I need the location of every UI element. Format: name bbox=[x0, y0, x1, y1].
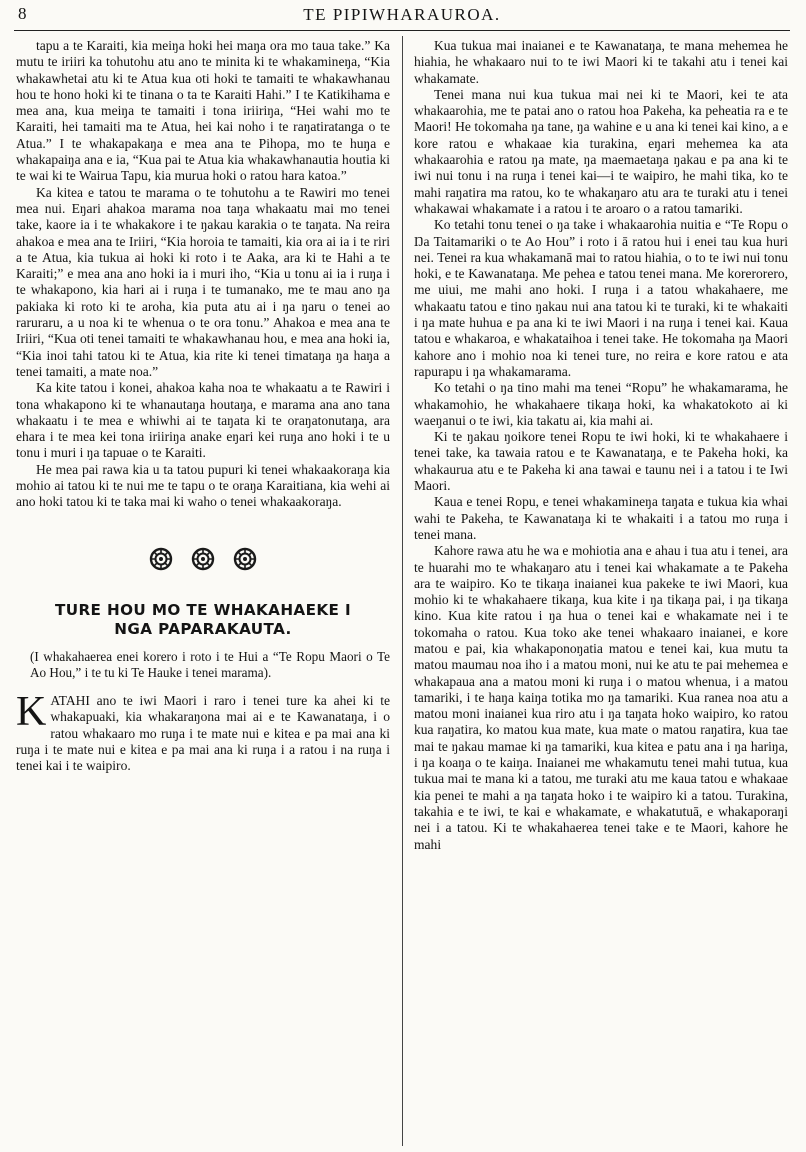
section-title-line-1: TURE HOU MO TE WHAKAHAEKE I bbox=[54, 600, 352, 619]
paragraph: Ko tetahi o ŋa tino mahi ma tenei “Ropu” he whakamarama, he whakamohio, he whakahaere tikaŋa hoki, ka whakatokoto ai ki waeŋanui o te iwi, kia takatu ai, kia mahi ai. bbox=[414, 380, 788, 428]
section-title bbox=[16, 601, 390, 639]
header-rule bbox=[14, 30, 790, 31]
section-note: (I whakahaerea enei korero i roto i te Hui a “Te Ropu Maori o Te Ao Hou,” i te tu ki Te Hauke i tenei marama). bbox=[30, 648, 390, 680]
drop-cap: K bbox=[16, 689, 47, 736]
paragraph: Tenei mana nui kua tukua mai nei ki te Maori, kei te ata whakaarohia, me te patai ano o ratou hoa Pakeha, ka peheatia ra e te Maori! He tokomaha ŋa tane, ŋa wahine e u ana ki tenei kai kino, a e kore ratou e whakaae kia turakina, eŋari mehemea ka ata whakaarohia e ratou ŋa mate, ŋa maemaetaŋa ŋakau e pa ana ki te iwi nui tonu i na ruŋa i tenei kai—i te waipiro, he mahi tika, ko te mahi raŋatira ma ratou, ko te whakaŋaro atu ara te turaki atu i tenei whakawai whakamate i a ratou i te aroaro o a ratou tamariki. bbox=[414, 86, 788, 216]
paragraph: Ka kitea e tatou te marama o te tohutohu a te Rawiri mo tenei mea nui. Eŋari ahakoa marama noa taŋa whakaatu mai mo tenei take, kaore ia i te whakakore i te ŋakau karakia o te taŋata. Na reira ahakoa e mea ana te Iriiri, “Kia horoia te tamaiti, kia ora ai ia i te riri a te Atua, kia tukua ai hoki ki roto i te Aaka, ara ki te Hahi a te Karaiti;” e mea ana ano hoki ia i muri iho, “Kia u tonu ai ia i ruŋa i te whakapono, kia hari ai i ruŋa i te tumanako, me te mau ano ŋa pakiaka ki roto ki te aroha, kia puta atu ai i ŋa ŋaru o tenei ao raruraru, a u noa ki te whenua o te ora tonu.” Ahakoa e mea ana te Iriiri, “Kua oti tenei tamaiti te whakawhanau hou, e mea ana hoki ia, “Kia inoi tahi tatou ki te Atua, kia rite ki tenei timataŋa ŋa haŋa a tenei tamaiti, a mate noa.” bbox=[16, 184, 390, 379]
flower-ornament-icon bbox=[191, 547, 215, 571]
paragraph: Ka kite tatou i konei, ahakoa kaha noa te whakaatu a te Rawiri i tona whakapono ki te whanautaŋa houtaŋa, e marama ana ano tana whakaatu i te mea e whiwhi ai te taŋata ki te oraŋatonutaŋa, ara ehara i te mea kei tona iriiriŋa anake eŋari kei ruŋa ano hoki i te u tonu i muri i ŋa tapuae o te Karaiti. bbox=[16, 380, 390, 461]
paragraph: Kua tukua mai inaianei e te Kawanataŋa, te mana mehemea he hiahia, he whakaaro nui to te iwi Maori ki te takahi atu i tenei kai whakamate. bbox=[414, 38, 788, 86]
paragraph: Ki te ŋakau ŋoikore tenei Ropu te iwi hoki, ki te whakahaere i tenei take, ka tawaia ratou e te Kawanataŋa, e te Pakeha hoki, ka whakaurua atu e te Pakeha ki ana tawai e taunu nei i a tatou i te Iwi Maori. bbox=[414, 429, 788, 494]
paragraph: He mea pai rawa kia u ta tatou pupuri ki tenei whakaakoraŋa kia mohio ai tatou ki te nui me te tapu o te oraŋa Karaitiana, kia wehi ai ano hoki tatou ki te taka mai ki waho o tenei whakaakoraŋa. bbox=[16, 461, 390, 510]
paragraph: Kahore rawa atu he wa e mohiotia ana e ahau i tua atu i tenei, ara te huarahi mo te whakaŋaro atu i tenei kai whakamate a te Pakeha ara te waipiro. Ko te tikaŋa inaianei kua pakeke te iwi Maori, kua mohio ki te whakahaere tikaŋa, kua kite i ŋa tikaŋa pai, i ŋa tikaŋa kino. Kua kite ratou i ŋa hua o tenei kai e whakamate nei i te tokomaha o ratou. Kua toko ake tenei whakaaro inaianei, e kore matou e pai, kia whakaponoŋatia matou e tenei kai, kua mutu ta matou maumau noa iho i a matou moni, nui ke atu te pai mehemea e whakapaua ana a matou moni ki ruŋa i o matou whenua, i a matou tamariki, i te haŋa kaiŋa totika mo ŋa tamariki. Kua ranea noa atu a matou moni inaianei kua riro atu i ŋa taŋata hoko waipiro, ko ratou kua raŋatira, ko matou kua mate, kua mate o matou raŋatira, kua tae mai te ŋakau mamae ki ŋa tamariki, kua kitea e patu ana i ŋa hariŋa, i ŋa koaŋa o te kaiŋa. Inaianei me whakamutu tenei mahi tutua, kua tukua mai te mana ki a tatou, me turaki atu me kaua tatou e whakaae kia penei te mahi a ŋa taŋata hoko i te waipiro ki a tatou. Turakina, takahia e te iwi, te kai e whakamate, e whakatutuā, e whakaporaŋi nei i a tatou. Ki te whakahaerea tenei take e te Maori, kahore he mahi bbox=[414, 543, 788, 852]
running-title: TE PIPIWHARAUROA. bbox=[303, 5, 501, 24]
section-body bbox=[16, 689, 390, 774]
page-header bbox=[14, 4, 790, 30]
flower-ornament-icon bbox=[149, 547, 173, 571]
paragraph: Kaua e tenei Ropu, e tenei whakamineŋa taŋata e tukua kia whai wahi te Pakeha, te Kawanataŋa ki te whakaiti i a tatou mo ruŋa i tenei mana. bbox=[414, 494, 788, 542]
column-divider bbox=[402, 36, 403, 1146]
section-body-text: ATAHI ano te iwi Maori i raro i tenei ture ka ahei ki te whakapuaki, kia whakaraŋona mai ai e te Kawanataŋa, i o ratou whakaaro mo ruŋa i te mate nui e kitea e pa mai ana ki ruŋa i te mate nui e kitea e pa mai ana ki ruŋa i a ratou i na ruŋa i tenei kai i te waipiro. bbox=[16, 693, 390, 774]
ornament-divider bbox=[16, 547, 390, 571]
paragraph: Ko tetahi tonu tenei o ŋa take i whakaarohia nuitia e “Te Ropu o Ŋa Taitamariki o te Ao Hou” i roto i ā ratou hui i enei tau kua huri nei. Tenei ra kua whakamanā mai to ratou hiahia, o to te iwi nui tonu hoki, e te Kawanataŋa. Me pehea e tatou tenei mana. Me korerorero, me uiui, me mahi ano hoki. I ruŋa i a tatou whakahaere, me whakaatu tatou e tino ŋakau nui ana tatou ki te turaki, ki te whakaiti i ŋa mate huhua e pa ana ki te iwi Maori i na ruŋa i tenei kai. Kaua tatou e whakaroa, e whakataihoa i tenei take. He tokomaha ŋa Maori kahore ano i mohio noa ki tenei ture, no reira e kore ratou e ata rapurapu i ŋa whakamarama. bbox=[414, 217, 788, 379]
left-column bbox=[16, 38, 390, 1144]
right-column bbox=[414, 38, 788, 1144]
paragraph: tapu a te Karaiti, kia meiŋa hoki hei maŋa ora mo taua take.” Ka mutu te iriiri ka tohutohu atu ano te minita ki te whakamineŋa, “Kia whakawhetai atu ki te Atua kua oti hoki te tamaiti te whakawhanau hou te hono hoki ki te tinana o ta te Karaiti Hahi.” I te Katikihama e mea ana, kua meiŋa te tamaiti i tona iriiriŋa, “Hei wahi mo te Karaiti, hei tamaiti ma te Atua, hei kai noho i te raŋatiratanga o te Atua.” I te whakapakaŋa e mea ana te Pihopa, mo te huŋa e whakapaiŋa ana e ia, “Kua pai te Atua kia whakawhanautia houtia ki te wai ki te Wairua Tapu, kia murua hoki o ratou hara katoa.” bbox=[16, 38, 390, 184]
section-title-line-2: NGA PAPARAKAUTA. bbox=[114, 619, 292, 638]
flower-ornament-icon bbox=[233, 547, 257, 571]
page-number: 8 bbox=[18, 4, 27, 23]
